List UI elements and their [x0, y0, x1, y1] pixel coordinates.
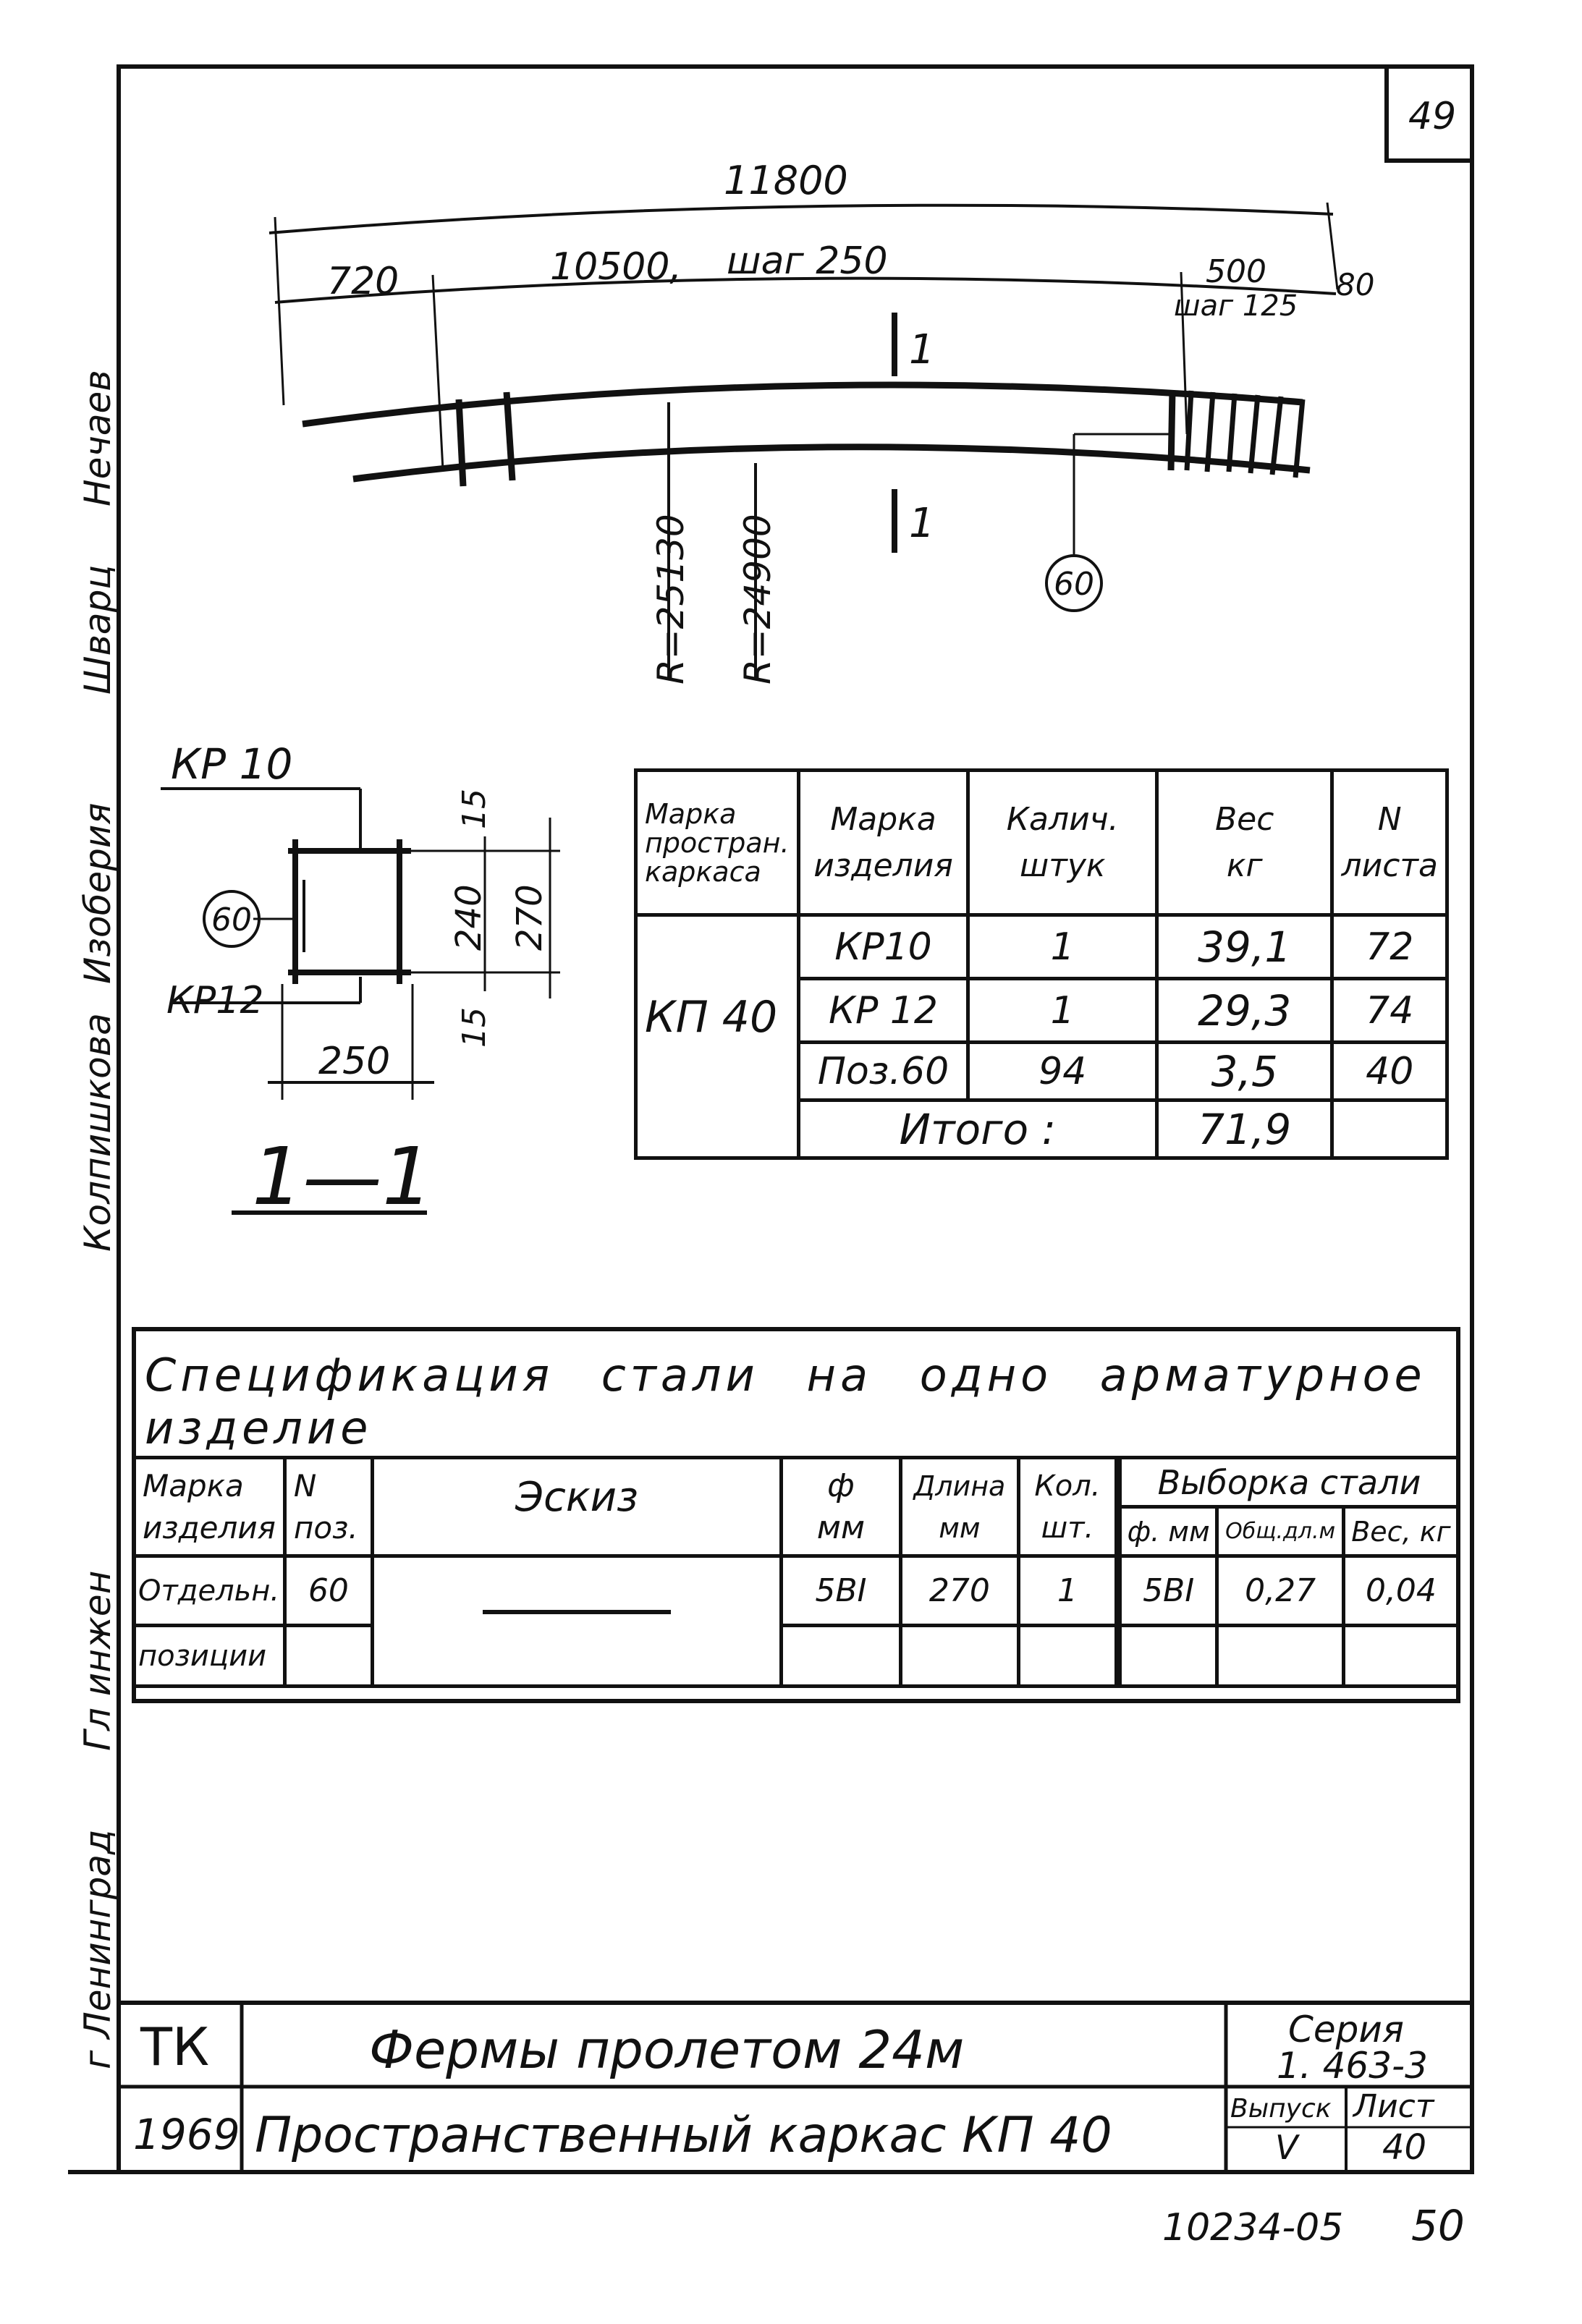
order-number: 10234-05 — [1162, 2206, 1344, 2249]
title-block-org: ТК — [140, 2016, 210, 2077]
spec-empty-cell — [900, 1626, 1018, 1687]
spec-header-sel-weight: Вес, кг — [1343, 1507, 1458, 1556]
radius-label-2: R=24900 — [737, 514, 779, 684]
side-stamp — [62, 260, 120, 2084]
position-callout-label: 60 — [1054, 566, 1094, 603]
section-title: 1—1 — [252, 1130, 433, 1223]
weight-header-item-mark: Марка изделия — [798, 771, 968, 915]
weight-row-item: КР 12 — [798, 979, 968, 1043]
weight-header-weight: Вес кг — [1156, 771, 1332, 915]
weight-header-qty: Калич. штук — [968, 771, 1157, 915]
right-dim-label: 500 — [1206, 253, 1266, 290]
section-mark-bottom: 1 — [909, 500, 935, 547]
spec-empty-cell — [284, 1626, 372, 1687]
left-dim-label: 720 — [327, 260, 399, 303]
weight-row-sheet: 40 — [1332, 1043, 1447, 1100]
spec-empty-cell — [781, 1626, 900, 1687]
weight-row-item: КР10 — [798, 915, 968, 979]
weight-row-sheet: 74 — [1332, 979, 1447, 1043]
footer-page-number: 50 — [1411, 2201, 1465, 2250]
weight-table — [634, 768, 1449, 1160]
section-callout-60: 60 — [211, 902, 252, 938]
section-label-kp10: КР 10 — [171, 739, 293, 789]
spec-empty-cell — [1217, 1626, 1344, 1687]
series-label: Серия — [1288, 2009, 1404, 2051]
spec-empty-cell — [1118, 1626, 1217, 1687]
spec-header-sel-len: Общ.дл.м — [1217, 1507, 1344, 1556]
spec-header-diam: ф мм — [781, 1458, 900, 1556]
spec-row-sel-weight: 0,04 — [1343, 1556, 1458, 1626]
sheet-label: Лист — [1353, 2088, 1434, 2125]
spec-header-sketch: Эскиз — [372, 1458, 781, 1556]
weight-header-frame-mark: Марка простран. каркаса — [636, 771, 799, 915]
spec-header-pos: N поз. — [284, 1458, 372, 1556]
weight-header-sheet: N листа — [1332, 771, 1447, 915]
side-role: Гл инжен — [77, 1570, 119, 1751]
weight-row-weight: 29,3 — [1156, 979, 1332, 1043]
weight-row-sheet: 72 — [1332, 915, 1447, 979]
spec-header-length: Длина мм — [900, 1458, 1018, 1556]
weight-total-empty — [1332, 1100, 1447, 1158]
spec-header-mark: Марка изделия — [134, 1458, 285, 1556]
sheet-value: 40 — [1382, 2127, 1427, 2168]
page-number-top: 49 — [1408, 95, 1457, 138]
spec-table — [132, 1456, 1460, 1688]
weight-row-qty: 1 — [968, 979, 1157, 1043]
side-name-1: Колпишкова — [77, 1013, 119, 1252]
side-city: г Ленинград — [77, 1829, 119, 2069]
section-dim-250: 250 — [318, 1040, 391, 1083]
section-label-kp12: КР12 — [166, 979, 264, 1022]
spec-row-length: 270 — [900, 1556, 1018, 1626]
series-value: 1. 463-3 — [1277, 2045, 1428, 2087]
spec-header-selection: Выборка стали — [1118, 1458, 1459, 1507]
spec-row-diam: 5ВI — [781, 1556, 900, 1626]
spec-row-sel-diam: 5ВI — [1118, 1556, 1217, 1626]
title-block-subtitle: Пространственный каркас КП 40 — [255, 2107, 1112, 2164]
overall-dim-label: 11800 — [724, 158, 848, 203]
title-block-title: Фермы пролетом 24м — [369, 2019, 965, 2080]
section-dim-15-bottom: 15 — [456, 1007, 493, 1048]
section-mark-top: 1 — [909, 326, 935, 373]
mid-dim-label: 10500, — [550, 245, 682, 289]
section-dim-270: 270 — [509, 884, 550, 951]
spec-row-sel-len: 0,27 — [1217, 1556, 1344, 1626]
spec-empty-cell — [1018, 1626, 1118, 1687]
spec-row-sketch — [372, 1556, 781, 1687]
side-name-2: Шварц — [77, 564, 119, 695]
section-dim-240: 240 — [449, 884, 489, 951]
spec-row-count: 1 — [1018, 1556, 1118, 1626]
end-dim-label: 80 — [1336, 267, 1375, 302]
weight-row-qty: 1 — [968, 915, 1157, 979]
weight-total-label: Итого : — [798, 1100, 1156, 1158]
section-dim-15-top: 15 — [456, 789, 493, 829]
issue-value: V — [1275, 2128, 1298, 2167]
weight-total-value: 71,9 — [1156, 1100, 1332, 1158]
radius-label-1: R=25130 — [650, 514, 692, 684]
spec-header-count: Кол. шт. — [1018, 1458, 1118, 1556]
weight-row-weight: 39,1 — [1156, 915, 1332, 979]
side-name-3: Нечаев — [77, 370, 119, 506]
sketch-bar-line — [483, 1610, 671, 1614]
spec-header-sel-diam: ф. мм — [1118, 1507, 1217, 1556]
right-step-label: шаг 125 — [1174, 289, 1298, 323]
title-block-year: 1969 — [133, 2110, 240, 2159]
weight-frame-mark: КП 40 — [636, 915, 799, 1158]
mid-step-label: шаг 250 — [727, 239, 888, 283]
spec-empty-cell — [1343, 1626, 1458, 1687]
spec-row-mark-2: позиции — [134, 1626, 285, 1687]
side-org: Изоберия — [77, 802, 119, 984]
spec-row-mark-1: Отдельн. — [134, 1556, 285, 1626]
weight-row-weight: 3,5 — [1156, 1043, 1332, 1100]
weight-row-qty: 94 — [968, 1043, 1157, 1100]
weight-row-item: Поз.60 — [798, 1043, 968, 1100]
spec-title: Спецификация стали на одно арматурное изделие — [145, 1349, 1426, 1454]
spec-row-pos: 60 — [284, 1556, 372, 1626]
issue-label: Выпуск — [1230, 2094, 1332, 2124]
